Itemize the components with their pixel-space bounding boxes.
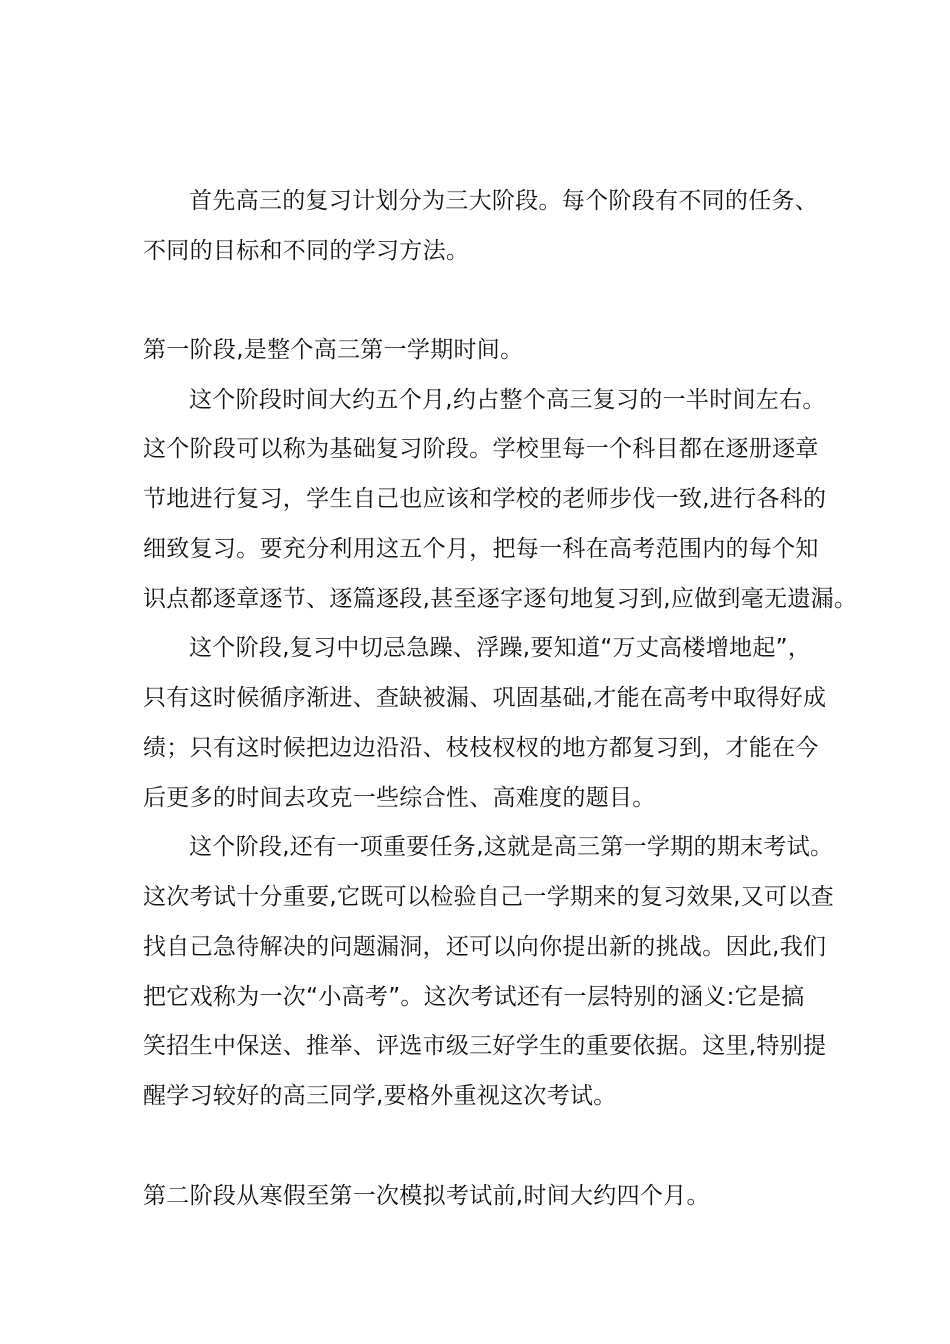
- stage-one-paragraph-2-line-2: 只有这时候循序渐进、查缺被漏、巩固基础,才能在高考中取得好成: [143, 685, 827, 711]
- stage-one-paragraph-1-line-1: 这个阶段时间大约五个月,约占整个高三复习的一半时间左右。: [189, 387, 826, 413]
- stage-one-paragraph-1-line-3: 节地进行复习，学生自己也应该和学校的老师步伐一致,进行各科的: [143, 486, 827, 512]
- stage-one-paragraph-1-line-2: 这个阶段可以称为基础复习阶段。学校里每一个科目都在逐册逐章: [143, 436, 819, 462]
- stage-two-heading: 第二阶段从寒假至第一次模拟考试前,时间大约四个月。: [143, 1183, 710, 1209]
- paragraph-intro-line-2: 不同的目标和不同的学习方法。: [143, 238, 470, 264]
- stage-one-paragraph-2-line-4: 后更多的时间去攻克一些综合性、高难度的题目。: [143, 785, 656, 811]
- stage-one-paragraph-1-line-5: 识点都逐章逐节、逐篇逐段,甚至逐字逐句地复习到,应做到毫无遗漏。: [143, 586, 858, 612]
- stage-one-paragraph-3-line-2: 这次考试十分重要,它既可以检验自己一学期来的复习效果,又可以查: [143, 884, 834, 910]
- stage-one-paragraph-2-line-3: 绩；只有这时候把边边沿沿、枝枝杈杈的地方都复习到，才能在今: [143, 735, 819, 761]
- stage-one-paragraph-3-line-5: 笑招生中保送、推举、评选市级三好学生的重要依据。这里,特别提: [143, 1033, 827, 1059]
- stage-one-paragraph-3-line-6: 醒学习较好的高三同学,要格外重视这次考试。: [143, 1083, 617, 1109]
- stage-one-paragraph-1-line-4: 细致复习。要充分利用这五个月，把每一科在高考范围内的每个知: [143, 536, 819, 562]
- stage-one-heading: 第一阶段,是整个高三第一学期时间。: [143, 337, 524, 363]
- stage-one-paragraph-3-line-4: 把它戏称为一次“小高考”。这次考试还有一层特别的涵义:它是搞: [143, 984, 805, 1010]
- paragraph-intro-line-1: 首先高三的复习计划分为三大阶段。每个阶段有不同的任务、: [189, 188, 819, 214]
- stage-one-paragraph-2-line-1: 这个阶段,复习中切忌急躁、浮躁,要知道“万丈高楼增地起”，: [189, 635, 812, 661]
- stage-one-paragraph-3-line-1: 这个阶段,还有一项重要任务,这就是高三第一学期的期末考试。: [189, 834, 834, 860]
- stage-one-paragraph-3-line-3: 找自己急待解决的问题漏洞，还可以向你提出新的挑战。因此,我们: [143, 934, 827, 960]
